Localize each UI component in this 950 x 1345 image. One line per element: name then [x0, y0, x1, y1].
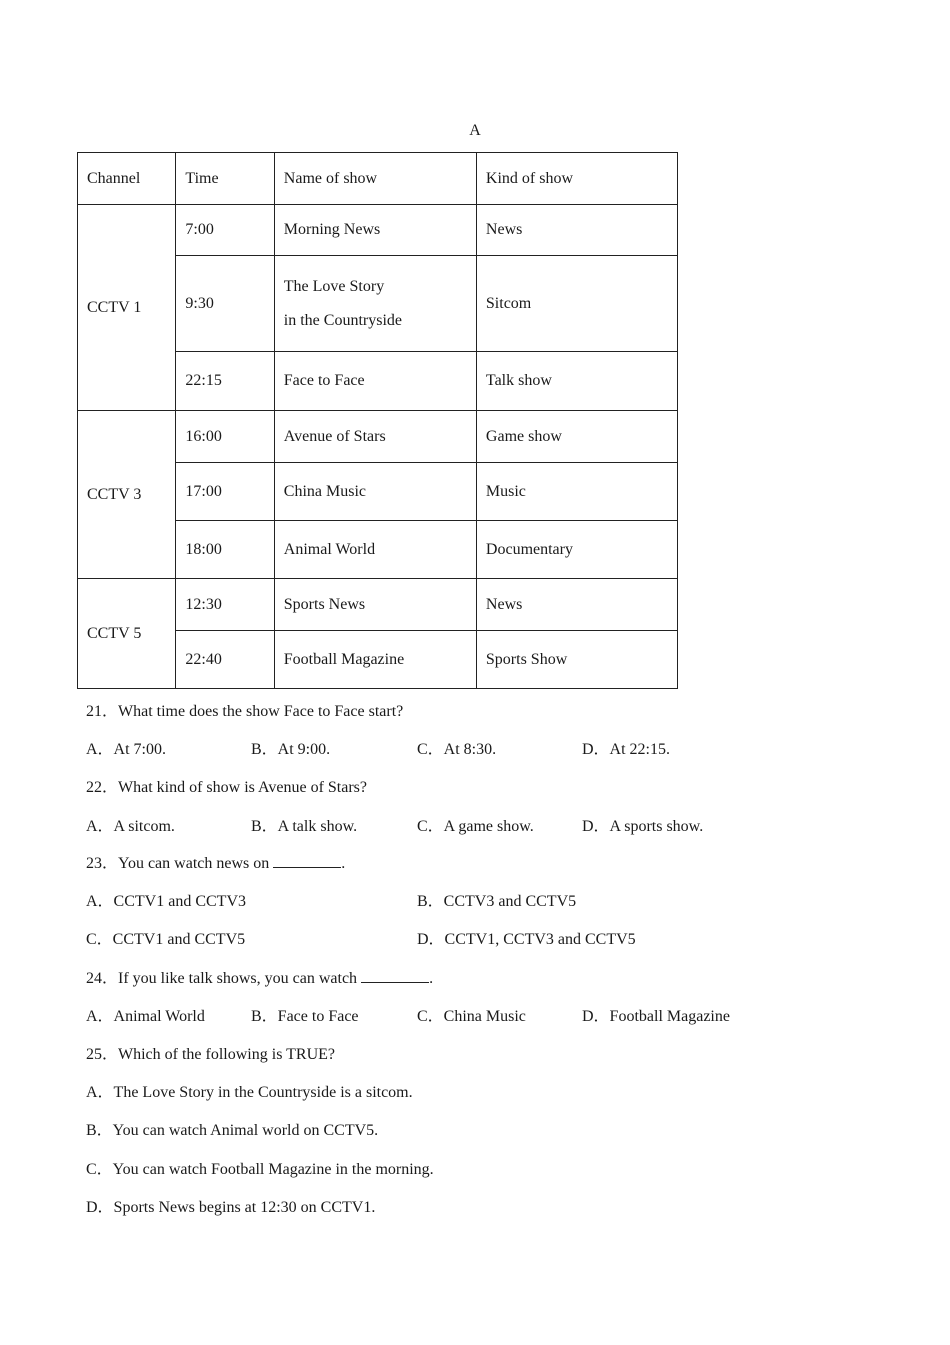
show-kind-cell: Documentary — [476, 521, 677, 579]
show-kind-cell: Talk show — [476, 352, 677, 411]
time-cell: 9:30 — [176, 256, 274, 352]
q22-option-a: A．A sitcom. — [86, 818, 175, 835]
header-name: Name of show — [274, 153, 476, 205]
q22-option-b: B．A talk show. — [251, 818, 358, 835]
channel-cell: CCTV 1 — [78, 205, 176, 411]
q24-stem-end: . — [429, 970, 434, 987]
show-name-cell: Morning News — [274, 205, 476, 256]
q24-option-a: A．Animal World — [86, 1008, 205, 1025]
q23-option-d: D．CCTV1, CCTV3 and CCTV5 — [417, 931, 636, 948]
q21-option-d: D．At 22:15. — [582, 741, 671, 758]
show-name-cell: Animal World — [274, 521, 476, 579]
question-25-stem: 25．Which of the following is TRUE? — [86, 1046, 336, 1063]
show-name-cell: Avenue of Stars — [274, 411, 476, 463]
section-label: A — [469, 122, 481, 139]
tv-schedule-table — [77, 152, 678, 689]
q23-stem-end: . — [341, 855, 346, 872]
answer-blank — [361, 968, 429, 983]
q23-stem-text: 23．You can watch news on — [86, 855, 270, 872]
show-kind-cell: Sitcom — [476, 256, 677, 352]
show-name-cell: Football Magazine — [274, 631, 476, 689]
question-21-stem: 21．What time does the show Face to Face start? — [86, 703, 404, 720]
q21-option-b: B．At 9:00. — [251, 741, 331, 758]
time-cell: 17:00 — [176, 463, 274, 521]
time-cell: 7:00 — [176, 205, 274, 256]
q23-option-a: A．CCTV1 and CCTV3 — [86, 893, 247, 910]
q22-option-d: D．A sports show. — [582, 818, 704, 835]
q24-stem-text: 24．If you like talk shows, you can watch — [86, 970, 358, 987]
show-name-line1: The Love Story — [283, 278, 385, 296]
table-header-row — [78, 153, 678, 205]
show-name-cell: Face to Face — [274, 352, 476, 411]
q22-option-c: C．A game show. — [417, 818, 534, 835]
time-cell: 18:00 — [176, 521, 274, 579]
show-kind-cell: Game show — [476, 411, 677, 463]
show-name-line2: in the Countryside — [283, 311, 402, 329]
time-cell: 22:40 — [176, 631, 274, 689]
show-name-cell: China Music — [274, 463, 476, 521]
time-cell: 16:00 — [176, 411, 274, 463]
question-22-stem: 22．What kind of show is Avenue of Stars? — [86, 779, 367, 796]
channel-cell: CCTV 3 — [78, 411, 176, 579]
q25-option-c: C．You can watch Football Magazine in the morning. — [86, 1161, 434, 1178]
time-cell: 22:15 — [176, 352, 274, 411]
q23-option-c: C．CCTV1 and CCTV5 — [86, 931, 246, 948]
q25-option-a: A．The Love Story in the Countryside is a sitcom. — [86, 1084, 413, 1101]
q24-option-c: C．China Music — [417, 1008, 526, 1025]
answer-blank — [273, 853, 341, 868]
q24-option-d: D．Football Magazine — [582, 1008, 730, 1025]
header-kind: Kind of show — [476, 153, 677, 205]
q25-option-d: D．Sports News begins at 12:30 on CCTV1. — [86, 1199, 376, 1216]
header-time: Time — [176, 153, 274, 205]
table-row — [78, 411, 678, 463]
q25-option-b: B．You can watch Animal world on CCTV5. — [86, 1122, 379, 1139]
question-24-stem — [86, 965, 433, 988]
show-name-cell — [274, 256, 476, 352]
q21-option-c: C．At 8:30. — [417, 741, 497, 758]
q24-option-b: B．Face to Face — [251, 1008, 359, 1025]
table-row — [78, 579, 678, 631]
show-kind-cell: Music — [476, 463, 677, 521]
q21-option-a: A．At 7:00. — [86, 741, 167, 758]
show-kind-cell: News — [476, 579, 677, 631]
question-23-stem — [86, 850, 345, 873]
show-kind-cell: News — [476, 205, 677, 256]
q23-option-b: B．CCTV3 and CCTV5 — [417, 893, 577, 910]
show-kind-cell: Sports Show — [476, 631, 677, 689]
time-cell: 12:30 — [176, 579, 274, 631]
header-channel: Channel — [78, 153, 176, 205]
channel-cell: CCTV 5 — [78, 579, 176, 689]
table-row — [78, 205, 678, 256]
show-name-cell: Sports News — [274, 579, 476, 631]
